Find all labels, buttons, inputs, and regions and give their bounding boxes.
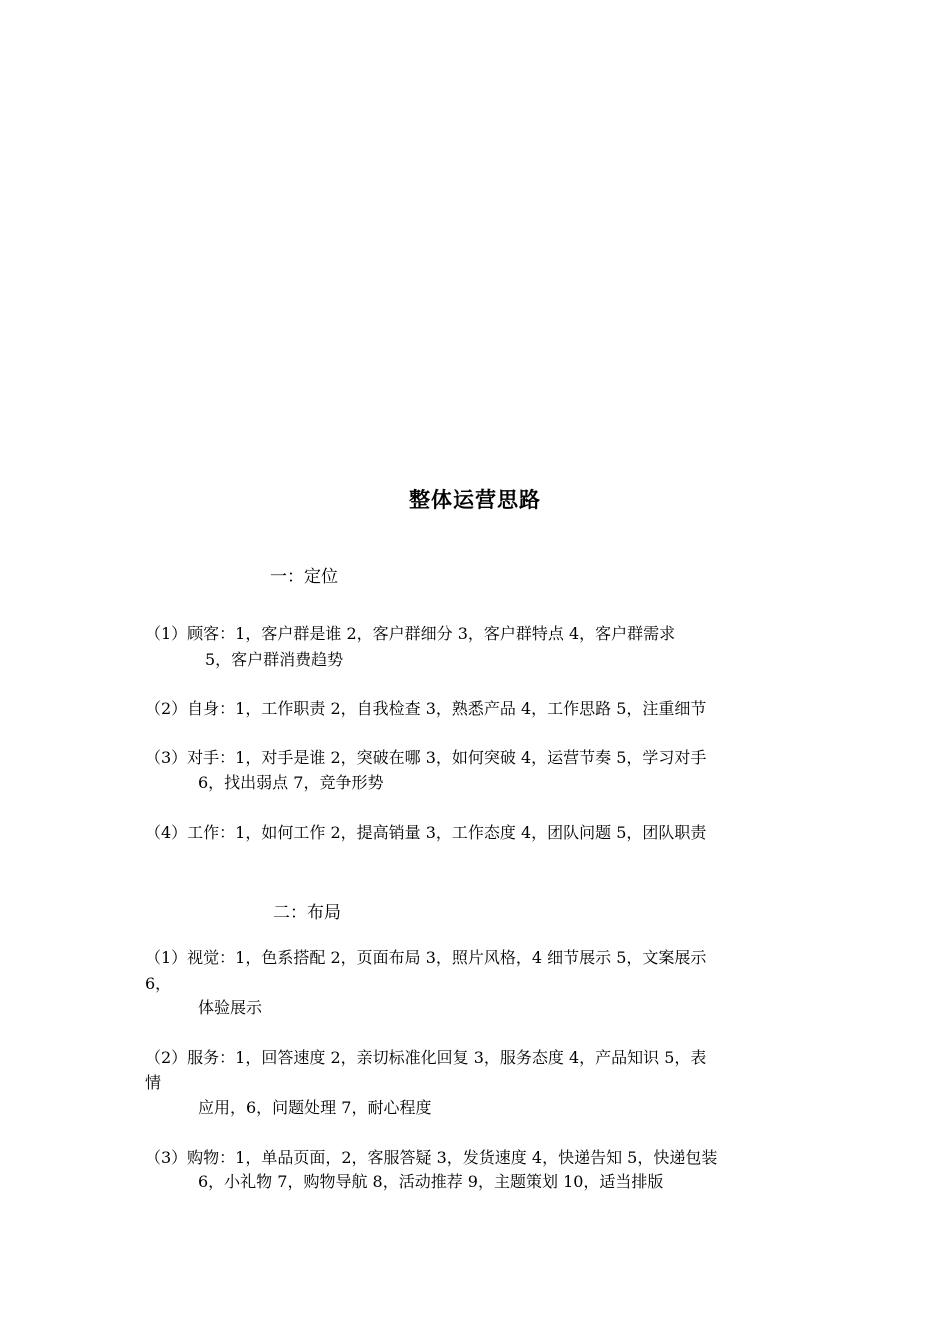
list-item-line: 6，找出弱点 7，竞争形势 (198, 773, 384, 792)
list-item-line: （2）自身：1，工作职责 2，自我检查 3，熟悉产品 4，工作思路 5，注重细节 (145, 699, 707, 718)
list-item-line: （3）购物：1，单品页面，2，客服答疑 3，发货速度 4，快递告知 5，快递包装 (145, 1148, 718, 1167)
list-item-line: 情 (145, 1073, 162, 1092)
list-item-line: 体验展示 (198, 998, 263, 1017)
section-heading-positioning: 一：定位 (270, 567, 338, 587)
list-item-line: 6， (145, 974, 172, 993)
list-item-line: （2）服务：1，回答速度 2，亲切标准化回复 3，服务态度 4，产品知识 5，表 (145, 1048, 707, 1067)
list-item-line: （1）顾客：1，客户群是谁 2，客户群细分 3，客户群特点 4，客户群需求 (145, 624, 676, 643)
list-item-line: （1）视觉：1，色系搭配 2，页面布局 3，照片风格，4 细节展示 5，文案展示 (145, 948, 707, 967)
list-item-line: （4）工作：1，如何工作 2，提高销量 3，工作态度 4，团队问题 5，团队职责 (145, 823, 707, 842)
list-item-line: 应用，6，问题处理 7，耐心程度 (198, 1098, 432, 1117)
document-title: 整体运营思路 (409, 488, 541, 512)
list-item-line: 5，客户群消费趋势 (205, 650, 344, 669)
list-item-line: （3）对手：1，对手是谁 2，突破在哪 3，如何突破 4，运营节奏 5，学习对手 (145, 748, 707, 767)
section-heading-layout: 二：布局 (273, 903, 341, 923)
list-item-line: 6，小礼物 7，购物导航 8，活动推荐 9，主题策划 10，适当排版 (198, 1172, 664, 1191)
